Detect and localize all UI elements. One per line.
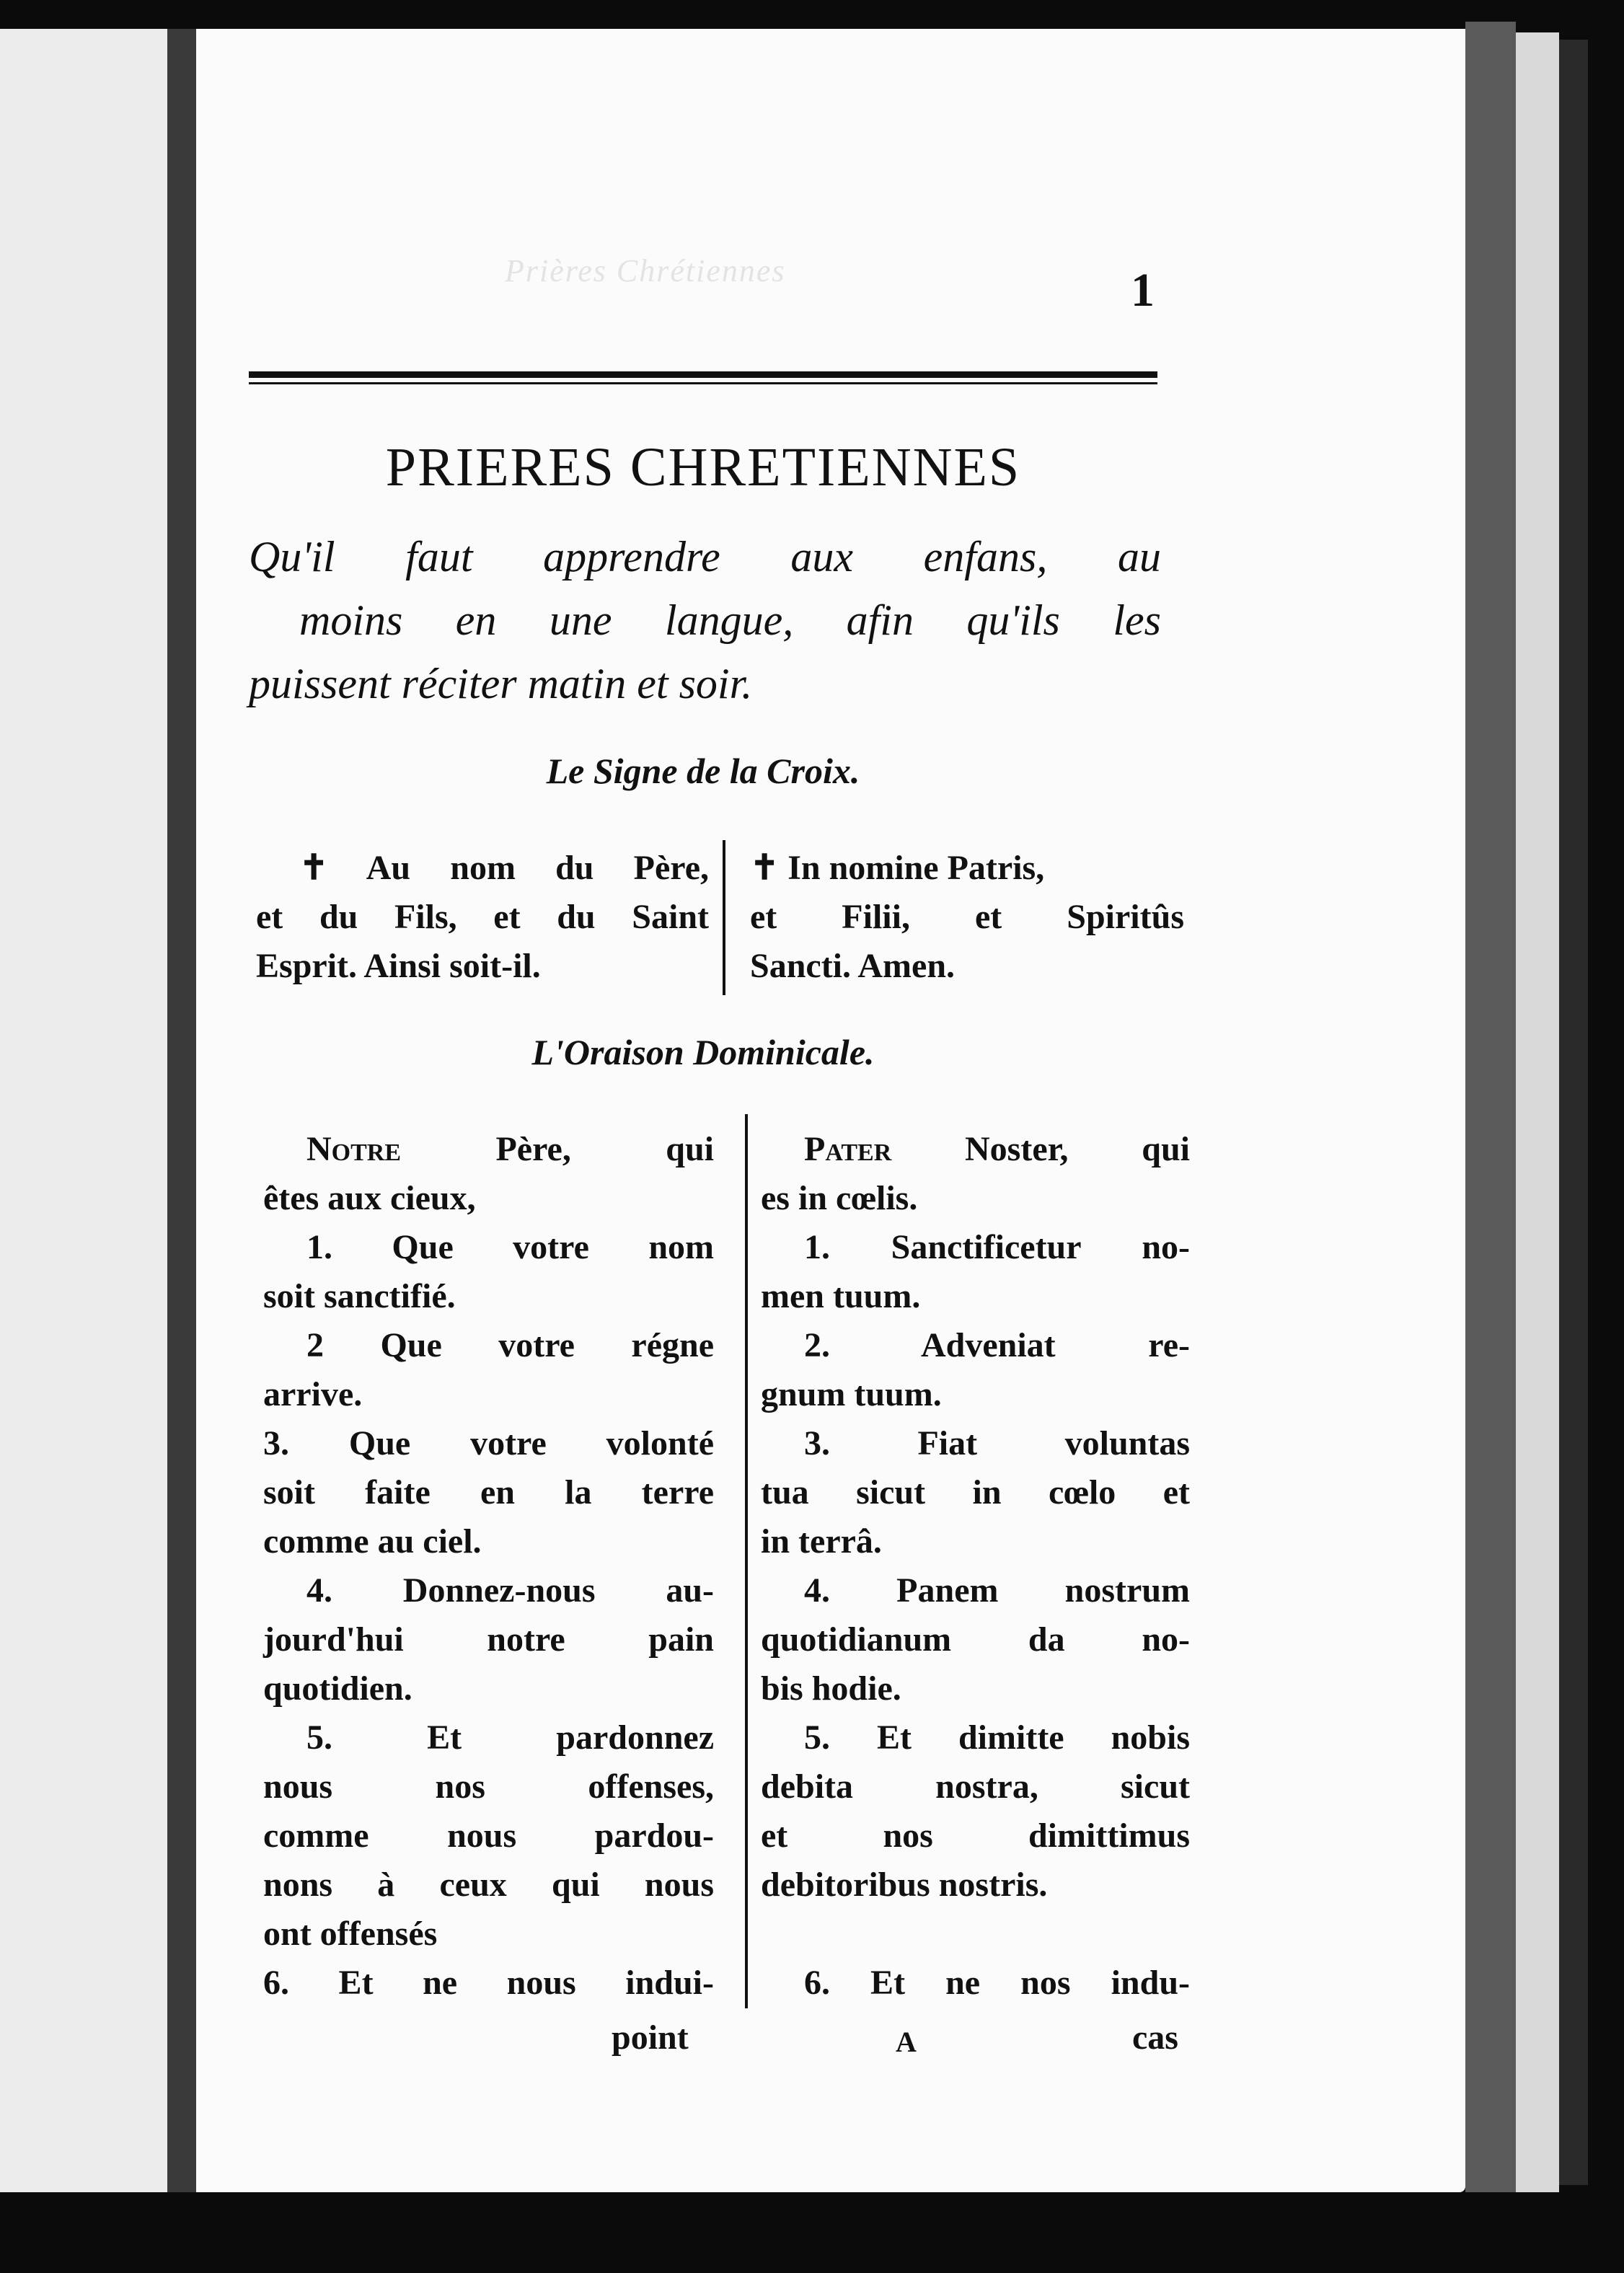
text-line: debitoribus nostris. bbox=[761, 1866, 1048, 1904]
text-line: ✝ Au nom du Père, bbox=[299, 849, 709, 887]
header-rule-thick bbox=[249, 371, 1157, 378]
text-line: nons à ceux qui nous bbox=[263, 1866, 714, 1904]
text-line bbox=[761, 1910, 1190, 1959]
text-line: et du Fils, et du Saint bbox=[256, 898, 709, 936]
text-line: soit sanctifié. bbox=[263, 1277, 456, 1315]
text-line: Esprit. Ainsi soit-il. bbox=[256, 947, 541, 985]
section-heading-sign-of-cross: Le Signe de la Croix. bbox=[546, 751, 860, 791]
text-line: 3. Fiat voluntas bbox=[804, 1424, 1190, 1462]
running-header: Prières Chrétiennes bbox=[505, 253, 786, 288]
text-line: 6. Et ne nous indui- bbox=[263, 1964, 714, 2002]
subtitle-line: Qu'il faut apprendre aux enfans, au bbox=[249, 533, 1161, 581]
text-line: nous nos offenses, bbox=[263, 1767, 714, 1806]
latin-column-pater bbox=[761, 1125, 1190, 2008]
text-line: 5. Et pardonnez bbox=[306, 1718, 714, 1757]
page-edges bbox=[1465, 22, 1516, 2199]
text-line: 4. Donnez-nous au- bbox=[306, 1571, 714, 1610]
lead-word: Pater bbox=[804, 1130, 892, 1168]
column-divider bbox=[723, 840, 725, 995]
subtitle bbox=[249, 525, 1161, 715]
page-title: PRIERES CHRETIENNES bbox=[385, 437, 1021, 498]
text-line: 5. Et dimitte nobis bbox=[804, 1718, 1190, 1757]
text-line: soit faite en la terre bbox=[263, 1473, 714, 1511]
text-line: Sancti. Amen. bbox=[750, 947, 956, 985]
text-line: 1. Sanctificetur no- bbox=[804, 1228, 1190, 1266]
text-line: ✝ In nomine Patris, bbox=[750, 849, 1045, 887]
text-line: 2. Adveniat re- bbox=[804, 1326, 1190, 1364]
scan-border bbox=[0, 2192, 1624, 2273]
french-column-pater bbox=[263, 1125, 714, 2008]
text-line: debita nostra, sicut bbox=[761, 1767, 1190, 1806]
text-line: quotidien. bbox=[263, 1669, 412, 1708]
signature-mark: A bbox=[896, 2026, 917, 2058]
text-line: et Filii, et Spiritûs bbox=[750, 898, 1184, 936]
text-line: ont offensés bbox=[263, 1915, 438, 1953]
text-line: in terrâ. bbox=[761, 1522, 882, 1561]
french-column-sign bbox=[256, 844, 709, 991]
page-edges-dark bbox=[1559, 40, 1588, 2185]
section-heading-lords-prayer: L'Oraison Dominicale. bbox=[531, 1032, 875, 1072]
text-line: et nos dimittimus bbox=[761, 1817, 1190, 1855]
page-number: 1 bbox=[1131, 264, 1155, 317]
text-line bbox=[761, 1125, 1190, 1174]
facing-page bbox=[0, 29, 167, 2192]
text-line: tua sicut in cœlo et bbox=[761, 1473, 1190, 1511]
text-line: jourd'hui notre pain bbox=[263, 1620, 714, 1659]
text-line: bis hodie. bbox=[761, 1669, 901, 1708]
lead-word: Notre bbox=[306, 1130, 402, 1168]
text-line: men tuum. bbox=[761, 1277, 921, 1315]
header-rule-thin bbox=[249, 382, 1157, 384]
text-line: 6. Et ne nos indu- bbox=[804, 1964, 1190, 2002]
text-line: comme nous pardou- bbox=[263, 1817, 714, 1855]
text-line: 3. Que votre volonté bbox=[263, 1424, 714, 1462]
latin-column-sign bbox=[750, 844, 1184, 991]
text-line: arrive. bbox=[263, 1375, 363, 1413]
catchword-left: point bbox=[612, 2018, 689, 2057]
text-fragment: Noster, qui bbox=[891, 1130, 1190, 1168]
subtitle-line: moins en une langue, afin qu'ils les bbox=[299, 596, 1161, 644]
column-divider bbox=[745, 1114, 748, 2008]
text-line: 4. Panem nostrum bbox=[804, 1571, 1190, 1610]
text-line: quotidianum da no- bbox=[761, 1620, 1190, 1659]
subtitle-line: puissent réciter matin et soir. bbox=[249, 660, 753, 707]
page-edges-light bbox=[1516, 32, 1559, 2192]
text-fragment: Père, qui bbox=[401, 1130, 714, 1168]
text-line: es in cœlis. bbox=[761, 1179, 918, 1217]
text-line: 2 Que votre régne bbox=[306, 1326, 714, 1364]
text-line: gnum tuum. bbox=[761, 1375, 942, 1413]
catchword-right: cas bbox=[1132, 2018, 1178, 2057]
text-line: êtes aux cieux, bbox=[263, 1179, 476, 1217]
text-line: 1. Que votre nom bbox=[306, 1228, 714, 1266]
text-line: comme au ciel. bbox=[263, 1522, 482, 1561]
text-line bbox=[263, 1125, 714, 1174]
book-gutter bbox=[167, 29, 196, 2192]
